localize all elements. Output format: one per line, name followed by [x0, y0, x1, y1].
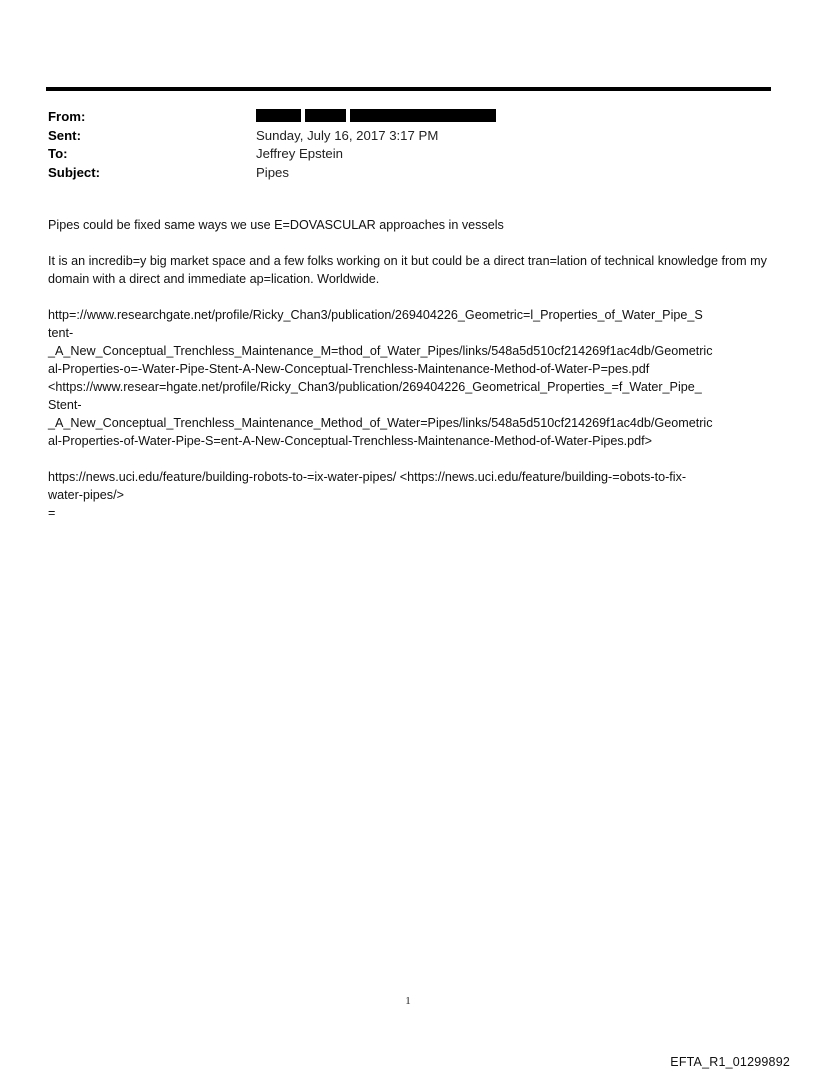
- redaction-block: [256, 109, 301, 122]
- url-line: =: [48, 506, 56, 520]
- researchgate-link-block: [48, 306, 772, 450]
- sent-label: Sent:: [48, 127, 81, 143]
- body-paragraph: It is an incredib=y big market space and a few folks working on it but could be a direct tran=lation of technical knowledge from my domain with a direct and immediate ap=lication. Worldwide.: [48, 254, 767, 286]
- redaction-block: [350, 109, 496, 122]
- url-line: al-Properties-o=-Water-Pipe-Stent-A-New-Conceptual-Trenchless-Maintenance-Method-of-Water-P=pes.pdf: [48, 362, 650, 376]
- url-line: water-pipes/>: [48, 488, 124, 502]
- subject-row: [48, 164, 768, 183]
- url-line: tent-: [48, 326, 74, 340]
- url-line: al-Properties-of-Water-Pipe-S=ent-A-New-Conceptual-Trenchless-Maintenance-Method-of-Water-Pipes.pdf>: [48, 434, 653, 448]
- from-row: [48, 108, 768, 127]
- redaction-block: [305, 109, 346, 122]
- email-header: [48, 108, 768, 182]
- url-line: _A_New_Conceptual_Trenchless_Maintenance_Method_of_Water=Pipes/links/548a5d510cf214269f1ac4db/Geometric: [48, 416, 713, 430]
- to-value: Jeffrey Epstein: [256, 146, 343, 161]
- from-label: From:: [48, 109, 86, 124]
- url-line: <https://www.resear=hgate.net/profile/Ricky_Chan3/publication/269404226_Geometrical_Properties_=f_Water_Pipe_: [48, 380, 702, 394]
- subject-label: Subject:: [48, 164, 101, 180]
- email-body: [48, 216, 772, 540]
- url-line: Stent-: [48, 398, 82, 412]
- to-row: [48, 145, 768, 164]
- url-line: http=://www.researchgate.net/profile/Ricky_Chan3/publication/269404226_Geometric=l_Properties_of_Water_Pipe_S: [48, 308, 703, 322]
- header-divider: [46, 87, 771, 91]
- to-label: To:: [48, 146, 68, 161]
- sent-row: [48, 127, 768, 146]
- bates-number: EFTA_R1_01299892: [670, 1055, 790, 1069]
- subject-value: Pipes: [256, 164, 289, 180]
- url-line: _A_New_Conceptual_Trenchless_Maintenance_M=thod_of_Water_Pipes/links/548a5d510cf214269f1ac4db/Geometric: [48, 344, 713, 358]
- page-number: 1: [405, 995, 411, 1007]
- sent-value: Sunday, July 16, 2017 3:17 PM: [256, 127, 439, 143]
- from-value-redacted: [256, 108, 500, 127]
- url-line: https://news.uci.edu/feature/building-robots-to-=ix-water-pipes/ <https://news.uci.edu/feature/building-=obots-to-fix-: [48, 470, 687, 484]
- uci-link-block: [48, 468, 772, 522]
- body-paragraph: Pipes could be fixed same ways we use E=DOVASCULAR approaches in vessels: [48, 218, 504, 232]
